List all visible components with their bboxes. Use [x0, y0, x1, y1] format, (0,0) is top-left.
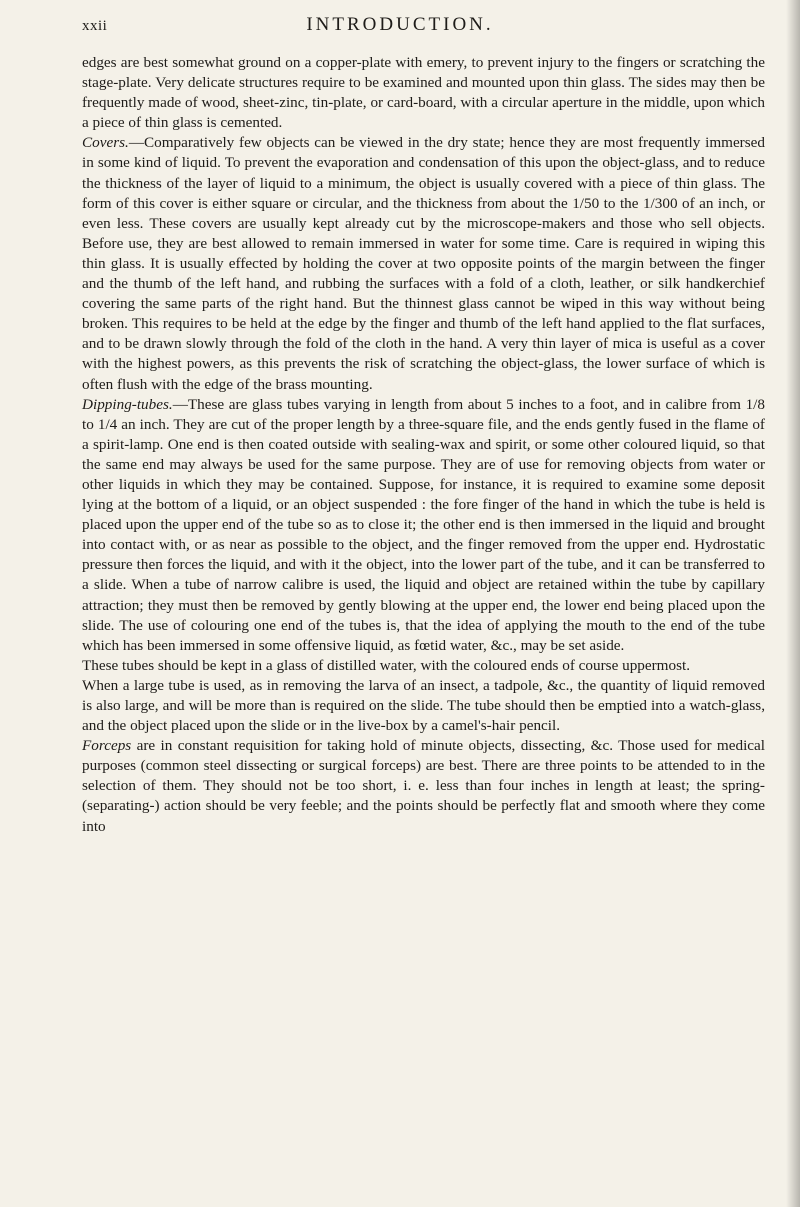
section-lead: Dipping-tubes. — [82, 395, 173, 413]
paragraph — [82, 53, 765, 133]
paragraph-dipping-tubes — [82, 395, 765, 656]
paragraph-text: When a large tube is used, as in removing the larva of an insect, a tadpole, &c., the quantity of liquid removed is also large, and will be more than is required on the slide. The tube should then be emptied into a watch-glass, and the object placed upon the slide or in the live-box by a camel's-hair pencil. — [82, 676, 765, 735]
paragraph-forceps — [82, 736, 765, 836]
paragraph-covers — [82, 133, 765, 394]
paragraph — [82, 676, 765, 736]
section-lead: Forceps — [82, 737, 132, 755]
section-lead: Covers. — [82, 134, 129, 152]
paragraph-text: edges are best somewhat ground on a copper-plate with emery, to prevent injury to the fingers or scratching the stage-plate. Very delicate structures require to be examined and mounted upon thin glass. The sides may then be frequently made of wood, sheet-zinc, tin-plate, or card-board, with a circular aperture in the middle, upon which a piece of thin glass is cemented. — [82, 54, 765, 132]
running-title: INTRODUCTION. — [306, 14, 494, 35]
paragraph-text: These tubes should be kept in a glass of distilled water, with the coloured ends of course uppermost. — [82, 656, 691, 674]
paragraph-text: —These are glass tubes varying in length from about 5 inches to a foot, and in calibre from 1/8 to 1/4 an inch. They are cut of the proper length by a three-square file, and the ends gently fused in the flame of a spirit-lamp. One end is then coated outside with sealing-wax and spirit, or some other coloured liquid, so that the same end may always be used for the same purpose. They are of use for removing objects from water or other liquids in which they may be contained. Suppose, for instance, it is required to examine some deposit lying at the bottom of a liquid, or an object suspended : the fore finger of the hand in which the tube is held is placed upon the upper end of the tube so as to close it; the other end is then immersed in the liquid and brought into contact with, or as near as possible to the object, and the finger removed from the upper end. Hydrostatic pressure then forces the liquid, and with it the object, into the lower part of the tube, and it can be transferred to a slide. When a tube of narrow calibre is used, the liquid and object are retained within the tube by capillary attraction; they must then be removed by gently blowing at the upper end, the lower end being placed upon the slide. The use of colouring one end of the tubes is, that the idea of applying the mouth to the end of the tube which has been immersed in some offensive liquid, as fœtid water, &c., may be set aside. — [82, 395, 765, 654]
page-number: xxii — [82, 18, 108, 34]
paragraph-text: are in constant requisition for taking hold of minute objects, dissecting, &c. Those used for medical purposes (common steel dissecting or surgical forceps) are best. There are three points to be attended to in the selection of them. They should not be too short, i. e. less than four inches in length at least; the spring- (separating-) action should be very feeble; and the points should be perfectly flat and smooth where they come into — [82, 737, 765, 835]
page-header — [0, 12, 800, 40]
page-edge-shadow — [786, 0, 800, 1207]
body-text — [82, 53, 765, 837]
paragraph — [82, 656, 765, 676]
paragraph-text: —Comparatively few objects can be viewed in the dry state; hence they are most frequently immersed in some kind of liquid. To prevent the evaporation and condensation of this upon the object-glass, and to reduce the thickness of the layer of liquid to a minimum, the object is usually covered with a piece of thin glass. The form of this cover is either square or circular, and the thickness from about the 1/50 to the 1/300 of an inch, or even less. These covers are usually kept already cut by the microscope-makers and those who sell objects. Before use, they are best allowed to remain immersed in water for some time. Care is required in wiping this thin glass. It is usually effected by holding the cover at two opposite points of the margin between the finger and the thumb of the left hand, and rubbing the surfaces with a fold of a cloth, leather, or silk handkerchief covering the same parts of the right hand. But the thinnest glass cannot be wiped in this way without being broken. This requires to be held at the edge by the finger and thumb of the left hand applied to the flat surfaces, and to be drawn slowly through the fold of the cloth in the hand. A very thin layer of mica is useful as a cover with the highest powers, as this prevents the risk of scratching the object-glass, the lower surface of which is often flush with the edge of the brass mounting. — [82, 134, 765, 393]
